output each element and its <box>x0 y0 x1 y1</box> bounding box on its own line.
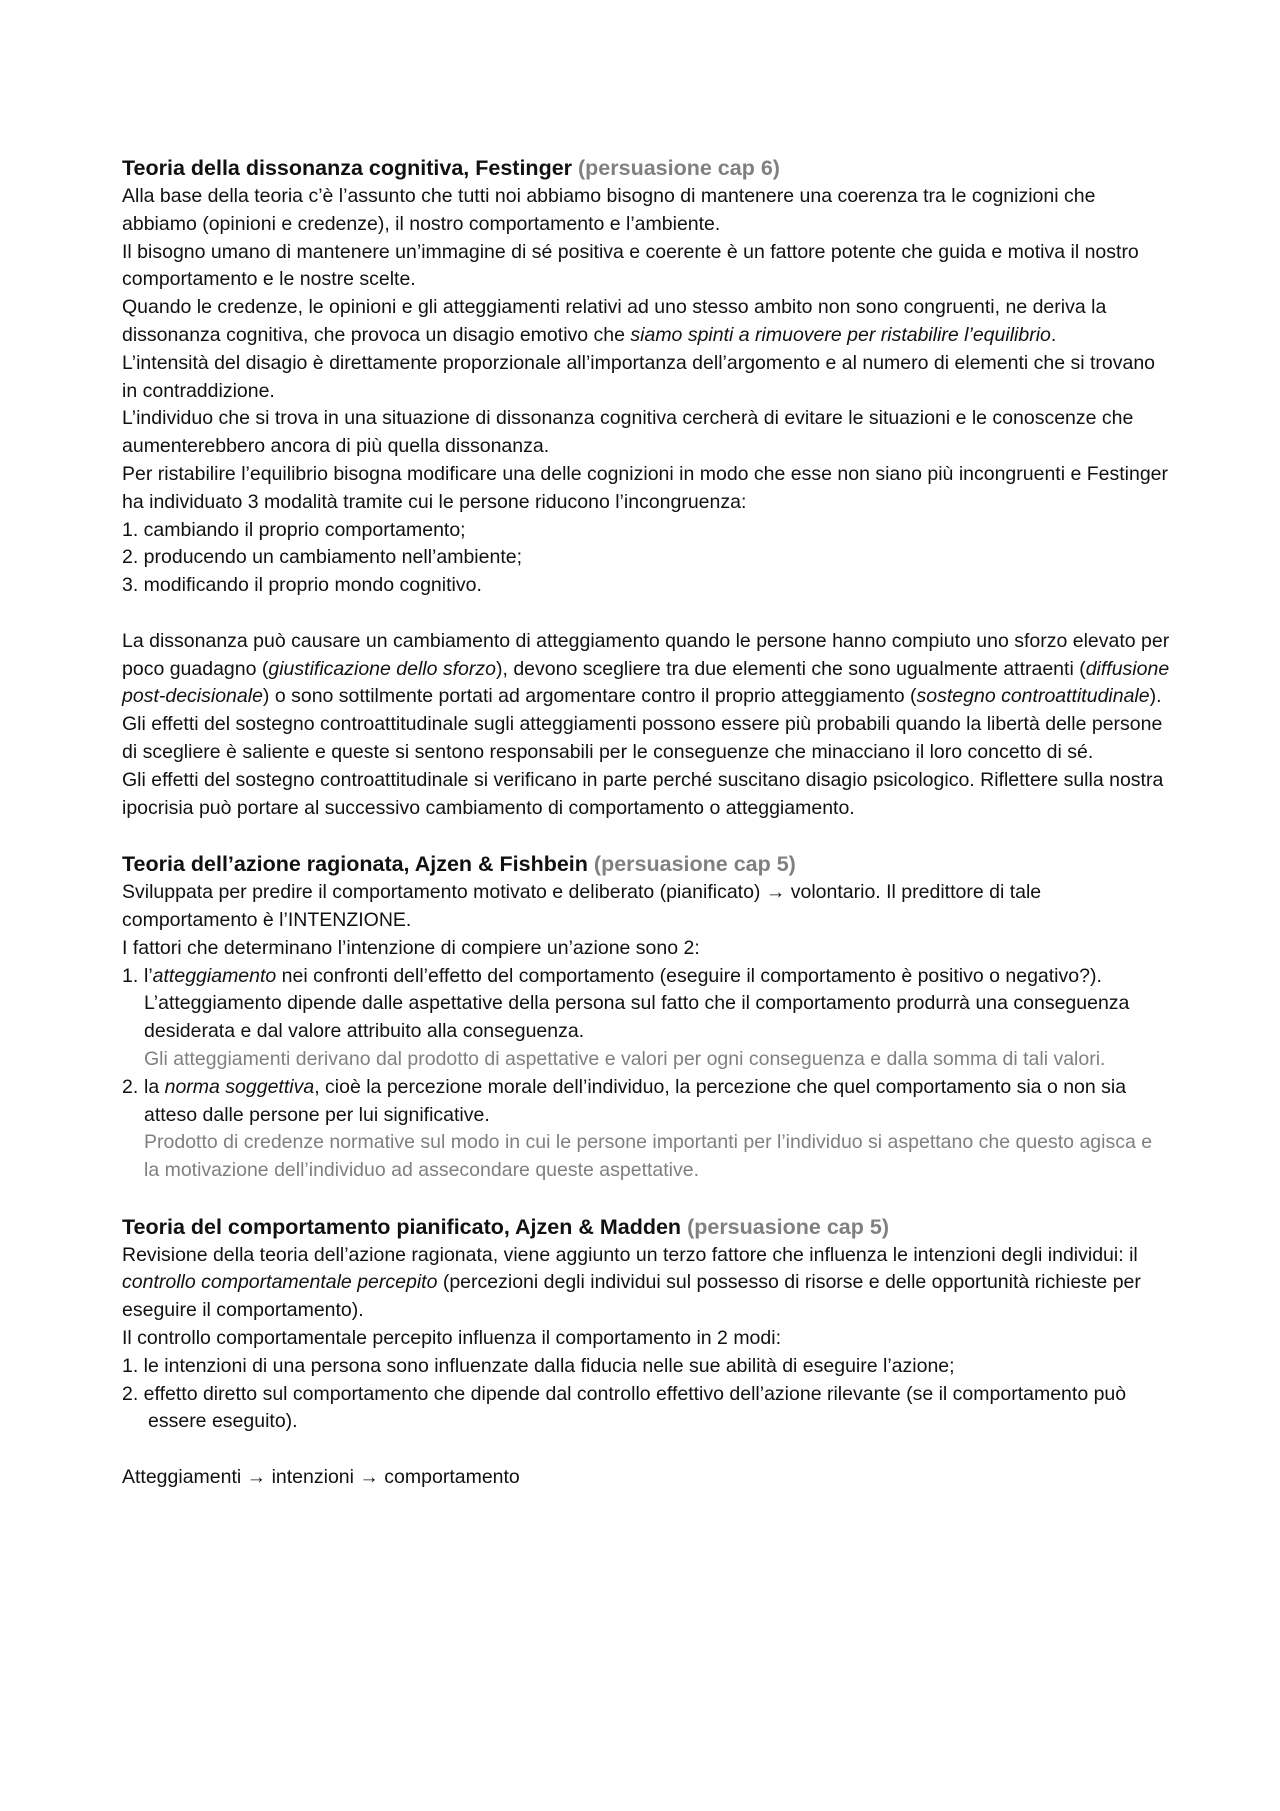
section-heading <box>122 1213 1172 1242</box>
list-item: 2. producendo un cambiamento nell’ambiente; <box>122 546 523 569</box>
paragraph <box>122 628 1172 711</box>
text-run: Quando le credenze, le opinioni e gli atteggiamenti relativi ad uno stesso ambito non sono congruenti, ne deriva la dissonanza cognitiva, che provoca un disagio emotivo che <box>122 296 1107 346</box>
italic-text: giustificazione dello sforzo <box>268 657 496 680</box>
paragraph: Il bisogno umano di mantenere un’immagine di sé positiva e coerente è un fattore potente che guida e motiva il nostro comportamento e le nostre scelte. <box>122 240 1139 291</box>
list-body <box>144 1074 1172 1130</box>
text-run: Revisione della teoria dell’azione ragionata, viene aggiunto un terzo fattore che influenza le intenzioni degli individui: il <box>122 1243 1138 1266</box>
heading-reference: (persuasione cap 6) <box>578 156 780 180</box>
italic-text: diffusione post-decisionale <box>122 657 1170 708</box>
paragraph: Alla base della teoria c’è l’assunto che tutti noi abbiamo bisogno di mantenere una coerenza tra le cognizioni che abbiamo (opinioni e credenze), il nostro comportamento e l’ambiente. <box>122 185 1096 235</box>
section-comportamento-pianificato <box>122 1213 1172 1492</box>
paragraph: Sviluppata per predire il comportamento motivato e deliberato (pianificato) → volontario. Il predittore di tale comportamento è l’INTENZIONE. <box>122 881 1042 931</box>
italic-text: siamo spinti a rimuovere per ristabilire l’equilibrio <box>630 323 1051 346</box>
paragraph <box>122 294 1172 350</box>
text-run: (percezioni degli individui sul possesso di risorse e delle opportunità richieste per eseguire il comportamento). <box>122 1271 1141 1322</box>
section-festinger <box>122 154 1172 822</box>
flow-line: Atteggiamenti → intenzioni → comportamento <box>122 1466 520 1489</box>
text-run: La dissonanza può causare un cambiamento di atteggiamento quando le persone hanno compiuto uno sforzo elevato per poco guadagno ( <box>122 629 1170 680</box>
text-run: nei confronti dell’effetto del comportamento (eseguire il comportamento è positivo o negativo?). L’atteggiamento dipende dalle aspettative della persona sul fatto che il comportamento produrrà una conseguenza desiderata e dal valore attribuito alla conseguenza. <box>144 964 1130 1043</box>
numbered-list-item <box>122 1074 1172 1130</box>
blank-line <box>122 1436 1172 1464</box>
grey-note: Prodotto di credenze normative sul modo in cui le persone importanti per l’individuo si aspettano che questo agisca e la motivazione dell’individuo ad assecondare queste aspettative. <box>144 1131 1153 1182</box>
section-azione-ragionata <box>122 850 1172 1185</box>
blank-line <box>122 822 1172 850</box>
list-item: 3. modificando il proprio mondo cognitivo. <box>122 574 482 597</box>
heading-reference: (persuasione cap 5) <box>687 1214 889 1239</box>
italic-text: sostegno controattitudinale <box>916 685 1150 708</box>
section-heading <box>122 850 1172 879</box>
italic-text: controllo comportamentale percepito <box>122 1271 438 1294</box>
text-run: ) o sono sottilmente portati ad argomentare contro il proprio atteggiamento ( <box>262 685 917 708</box>
italic-text: atteggiamento <box>152 964 277 987</box>
list-body <box>144 963 1172 1046</box>
heading-title: Teoria dell’azione ragionata, Ajzen & Fishbein <box>122 852 588 877</box>
italic-text: norma soggettiva <box>164 1075 315 1098</box>
text-run: , cioè la percezione morale dell’individuo, la percezione che quel comportamento sia o non sia atteso dalle persone per lui significative. <box>144 1075 1127 1126</box>
document-content <box>122 154 1172 1492</box>
section-heading <box>122 154 1172 183</box>
paragraph: Per ristabilire l’equilibrio bisogna modificare una delle cognizioni in modo che esse non siano più incongruenti e Festinger ha individuato 3 modalità tramite cui le persone riducono l’incongruenza: <box>122 462 1169 513</box>
list-item: 1. le intenzioni di una persona sono influenzate dalla fiducia nelle sue abilità di eseguire l’azione; <box>122 1354 955 1377</box>
paragraph: L’intensità del disagio è direttamente proporzionale all’importanza dell’argomento e al numero di elementi che si trovano in contraddizione. <box>122 351 1156 402</box>
numbered-list-item <box>122 963 1172 1046</box>
grey-note: Gli atteggiamenti derivano dal prodotto di aspettative e valori per ogni conseguenza e dalla somma di tali valori. <box>144 1047 1106 1070</box>
paragraph <box>122 1242 1172 1325</box>
heading-title: Teoria della dissonanza cognitiva, Festinger <box>122 156 573 180</box>
paragraph: Gli effetti del sostegno controattitudinale sugli atteggiamenti possono essere più probabili quando la libertà delle persone di scegliere è saliente e queste si sentono responsabili per le conseguenze che minacciano il loro concetto di sé. <box>122 713 1163 763</box>
paragraph: Il controllo comportamentale percepito influenza il comportamento in 2 modi: <box>122 1327 782 1350</box>
text-run: . <box>1050 323 1057 346</box>
text-run: ), devono scegliere tra due elementi che sono ugualmente attraenti ( <box>496 657 1086 680</box>
paragraph: Gli effetti del sostegno controattitudinale si verificano in parte perché suscitano disagio psicologico. Riflettere sulla nostra ipocrisia può portare al successivo cambiamento di comportamento o atteggiamento. <box>122 768 1164 819</box>
text-run: l’ <box>144 964 153 987</box>
heading-title: Teoria del comportamento pianificato, Ajzen & Madden <box>122 1214 682 1239</box>
list-item: 2. effetto diretto sul comportamento che dipende dal controllo effettivo dell’azione rilevante (se il comportamento può essere eseguito). <box>122 1382 1127 1433</box>
text-run: la <box>144 1075 165 1098</box>
heading-reference: (persuasione cap 5) <box>593 852 796 877</box>
list-number: 2. <box>122 1075 139 1098</box>
list-number: 1. <box>122 964 139 987</box>
list-item: 1. cambiando il proprio comportamento; <box>122 518 466 541</box>
text-run: ). <box>1149 685 1162 708</box>
blank-line <box>122 1185 1172 1213</box>
blank-line <box>122 600 1172 628</box>
paragraph: L’individuo che si trova in una situazione di dissonanza cognitiva cercherà di evitare le situazioni e le conoscenze che aumenterebbero ancora di più quella dissonanza. <box>122 407 1134 458</box>
paragraph: I fattori che determinano l’intenzione di compiere un’azione sono 2: <box>122 936 700 959</box>
